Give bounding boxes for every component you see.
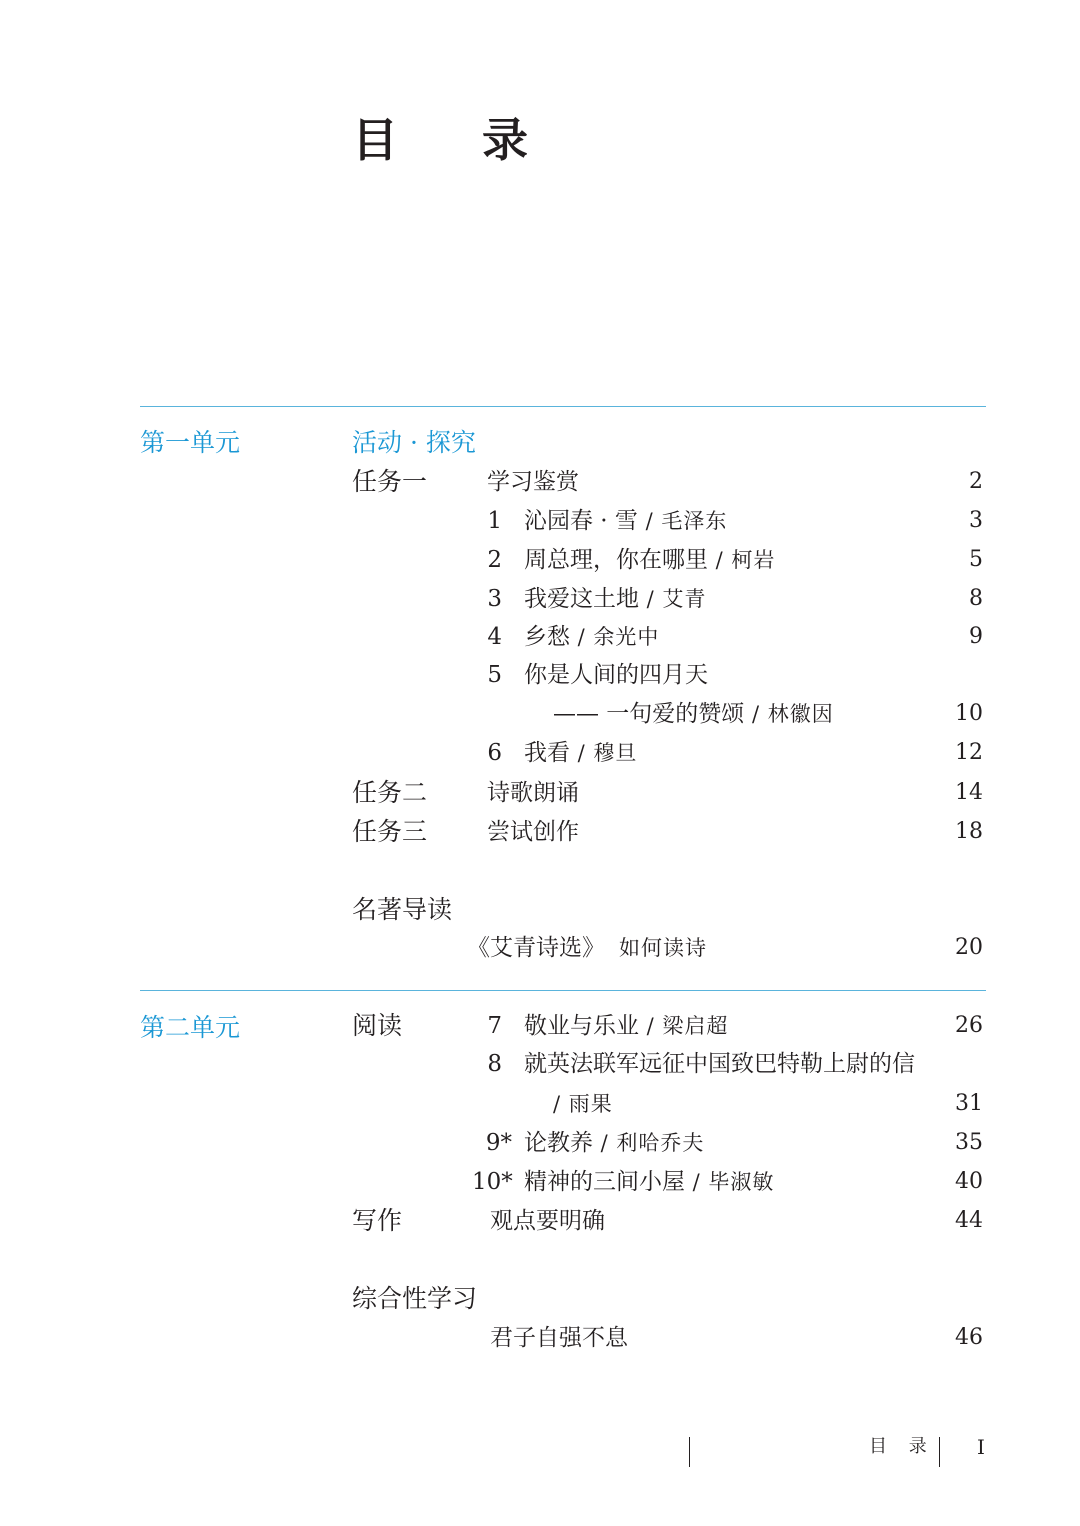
lesson-author: / 利哈乔夫 [593, 1131, 705, 1155]
page-number: 40 [955, 1169, 983, 1194]
page-number: 20 [955, 935, 983, 960]
lesson-number: 2 [487, 547, 502, 573]
lesson-subtitle: —— 一句爱的赞颂 [553, 701, 745, 727]
lesson-entry[interactable] [524, 545, 775, 575]
section-heading: 名著导读 [352, 895, 453, 924]
lesson-author: / 梁启超 [639, 1014, 729, 1038]
classics-entry[interactable] [467, 933, 707, 963]
comprehensive-title[interactable]: 君子自强不息 [490, 1325, 628, 1351]
lesson-author: / 艾青 [639, 587, 707, 611]
footer-page-number: I [977, 1435, 985, 1459]
page-number: 9 [969, 624, 983, 649]
page-number: 31 [955, 1091, 983, 1116]
page-number: 12 [955, 740, 983, 765]
lesson-title: 精神的三间小屋 [524, 1169, 685, 1195]
footer-label: 目 录 [869, 1436, 935, 1457]
lesson-author[interactable]: / 雨果 [553, 1092, 613, 1116]
page-number: 8 [969, 586, 983, 611]
lesson-number: 4 [487, 624, 502, 650]
task-label: 任务二 [352, 778, 428, 807]
task-title[interactable]: 尝试创作 [487, 819, 579, 845]
lesson-number: 6 [487, 740, 502, 766]
page-number: 26 [955, 1013, 983, 1038]
lesson-entry[interactable] [524, 1167, 774, 1197]
lesson-author: / 林徽因 [744, 702, 834, 726]
page-title: 目 录 [352, 113, 563, 167]
task-title[interactable]: 诗歌朗诵 [487, 780, 579, 806]
section-heading: 阅读 [352, 1011, 403, 1040]
lesson-entry[interactable] [524, 506, 727, 536]
section-heading: 写作 [352, 1206, 403, 1235]
task-title[interactable]: 学习鉴赏 [487, 469, 579, 495]
lesson-title: 周总理，你在哪里 [524, 547, 708, 573]
page-number: 2 [969, 469, 983, 494]
lesson-number: 7 [487, 1013, 502, 1039]
lesson-title: 我看 [524, 740, 570, 766]
lesson-number: 9* [485, 1130, 512, 1156]
footer-divider [939, 1437, 940, 1467]
lesson-number: 10* [472, 1169, 513, 1195]
lesson-author: / 毛泽东 [637, 509, 728, 533]
lesson-entry[interactable] [524, 1011, 728, 1041]
lesson-entry[interactable] [524, 1128, 704, 1158]
lesson-subtitle-entry[interactable] [553, 699, 834, 729]
page-number: 44 [955, 1208, 983, 1233]
page-number: 3 [969, 508, 983, 533]
lesson-number: 8 [487, 1051, 502, 1077]
lesson-entry[interactable] [524, 738, 637, 768]
lesson-number: 3 [487, 586, 502, 612]
unit-label: 第二单元 [140, 1013, 241, 1042]
page-number: 18 [955, 819, 983, 844]
lesson-title: 乡愁 [524, 624, 570, 650]
task-label: 任务三 [352, 817, 428, 846]
unit-divider [140, 990, 986, 991]
page-number: 35 [955, 1130, 983, 1155]
lesson-author: / 余光中 [570, 625, 660, 649]
lesson-entry[interactable] [524, 584, 706, 614]
lesson-number: 1 [487, 508, 502, 534]
lesson-title: 论教养 [524, 1130, 593, 1156]
reading-topic: 如何读诗 [619, 936, 707, 960]
lesson-author: / 穆旦 [570, 741, 638, 765]
book-title: 《艾青诗选》 [467, 935, 605, 961]
lesson-number: 5 [487, 662, 502, 688]
lesson-author: / 毕淑敏 [685, 1170, 775, 1194]
unit-label: 第一单元 [140, 428, 241, 457]
lesson-title: 我爱这土地 [524, 586, 639, 612]
section-heading: 综合性学习 [352, 1284, 478, 1313]
lesson-title[interactable]: 你是人间的四月天 [524, 662, 708, 688]
writing-title[interactable]: 观点要明确 [490, 1208, 605, 1234]
lesson-title[interactable]: 就英法联军远征中国致巴特勒上尉的信 [524, 1051, 915, 1077]
lesson-title: 沁园春 · 雪 [524, 508, 638, 534]
section-heading: 活动 · 探究 [352, 428, 476, 457]
task-label: 任务一 [352, 467, 428, 496]
page-number: 5 [969, 547, 983, 572]
lesson-entry[interactable] [524, 622, 659, 652]
unit-divider [140, 406, 986, 407]
lesson-author: / 柯岩 [708, 548, 776, 572]
footer-divider [689, 1437, 690, 1467]
lesson-title: 敬业与乐业 [524, 1013, 639, 1039]
page-number: 10 [955, 701, 983, 726]
page-number: 14 [955, 780, 983, 805]
page-number: 46 [955, 1325, 983, 1350]
